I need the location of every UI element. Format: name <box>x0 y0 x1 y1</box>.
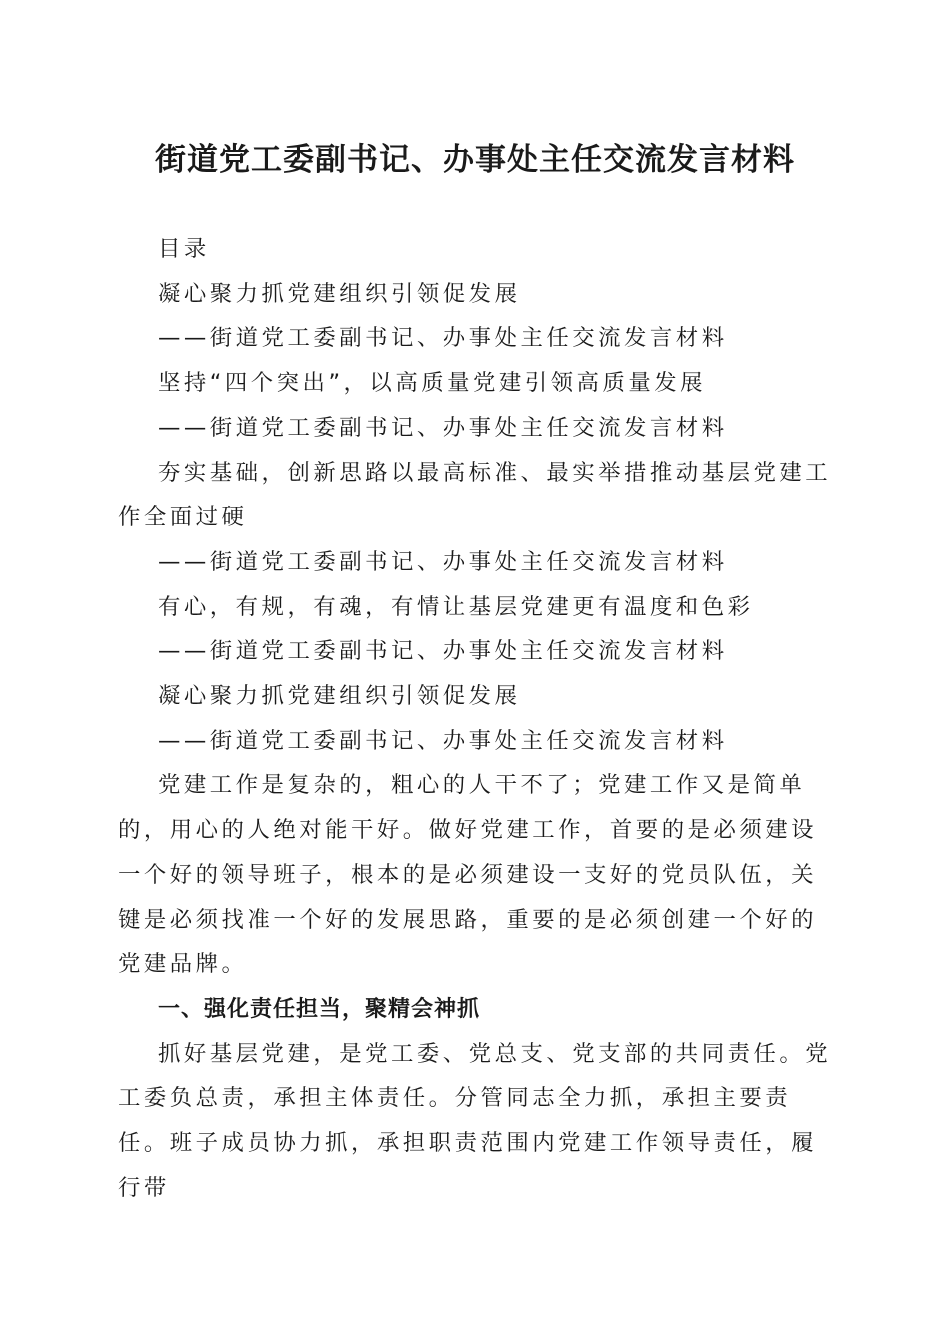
toc-entry-3-title-line1: 夯实基础，创新思路以最高标准、最实举措推动基层党建工 <box>158 459 832 486</box>
document-title: 街道党工委副书记、办事处主任交流发言材料 <box>155 142 795 178</box>
toc-entry-1-subtitle: ——街道党工委副书记、办事处主任交流发言材料 <box>158 325 728 352</box>
document-body <box>118 227 836 1210</box>
article-subtitle: ——街道党工委副书记、办事处主任交流发言材料 <box>158 727 728 754</box>
toc-entry-2-title: 坚持“四个突出”，以高质量党建引领高质量发展 <box>158 370 707 397</box>
toc-entry-4-subtitle: ——街道党工委副书记、办事处主任交流发言材料 <box>158 638 728 665</box>
toc-entry-3-title-line2: 作全面过硬 <box>118 504 248 531</box>
toc-entry-4-title: 有心，有规，有魂，有情让基层党建更有温度和色彩 <box>158 593 754 620</box>
toc-entry-1-title: 凝心聚力抓党建组织引领促发展 <box>158 280 521 307</box>
section-1-paragraph: 抓好基层党建，是党工委、党总支、党支部的共同责任。党工委负总责，承担主体责任。分管同志全力抓，承担主要责任。班子成员协力抓，承担职责范围内党建工作领导责任，履行带 <box>118 1040 832 1201</box>
toc-entry-3-subtitle: ——街道党工委副书记、办事处主任交流发言材料 <box>158 548 728 575</box>
toc-label: 目录 <box>158 236 210 262</box>
article-title: 凝心聚力抓党建组织引领促发展 <box>158 683 521 710</box>
section-1-heading: 一、强化责任担当，聚精会神抓 <box>158 995 481 1021</box>
intro-paragraph: 党建工作是复杂的，粗心的人干不了；党建工作又是简单的，用心的人绝对能干好。做好党建工作，首要的是必须建设一个好的领导班子，根本的是必须建设一支好的党员队伍，关键是必须找准一个好的发展思路，重要的是必须创建一个好的党建品牌。 <box>118 772 818 978</box>
toc-entry-2-subtitle: ——街道党工委副书记、办事处主任交流发言材料 <box>158 414 728 441</box>
